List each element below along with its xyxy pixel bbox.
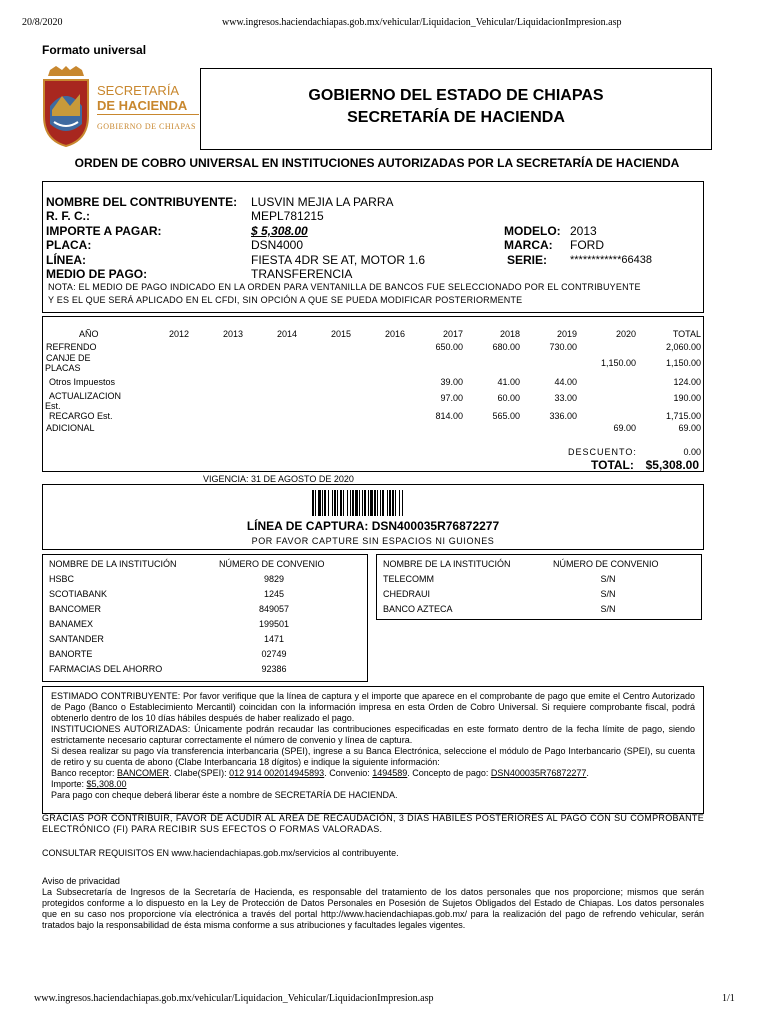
format-label: Formato universal	[42, 43, 147, 57]
validity: VIGENCIA: 31 DE AGOSTO DE 2020	[203, 474, 354, 484]
institution-row	[383, 589, 663, 599]
payment-value: TRANSFERENCIA	[251, 267, 353, 281]
amount-cell: 565.00	[492, 411, 520, 421]
year-cell: 2017	[442, 329, 463, 339]
amount-cell: 336.00	[549, 411, 577, 421]
institution-row	[49, 634, 329, 644]
row-total: 69.00	[678, 423, 701, 433]
amount-cell: 97.00	[440, 393, 463, 403]
brand-value: FORD	[570, 238, 604, 252]
row-total: 1,150.00	[665, 358, 701, 368]
total-header: TOTAL	[672, 329, 701, 339]
name-label: NOMBRE DEL CONTRIBUYENTE:	[46, 195, 238, 209]
privacy-text: La Subsecretaría de Ingresos de la Secretaría de Hacienda, es responsable del tratamiento de los datos personales que nos proporcione; mismos que serán protegidos conforme a lo dispuesto en la Ley de Protección de Datos Personales en Posesión de Sujetos Obligados del Estado de Chiapas. Los datos personales que en su caso nos proporcione vía electrónica a través del portal http://www.haciendachiapas.gob.mx/ para la realización del pago de refrendo vehicular, serán tratados bajo la responsabilidad de ésta misma conforme a sus atribuciones y facultades legales vigentes.	[42, 887, 704, 930]
institution-name: CHEDRAUI	[383, 589, 431, 599]
institution-row	[49, 649, 329, 659]
convenio-number: 92386	[261, 664, 287, 674]
institution-name: BANAMEX	[49, 619, 94, 629]
convenio: 1494589	[372, 768, 408, 778]
year-cell: 2013	[222, 329, 243, 339]
header-box	[200, 68, 712, 150]
convenio-number: 02749	[261, 649, 287, 659]
amount-cell: 41.00	[497, 377, 520, 387]
institution-name: BANORTE	[49, 649, 93, 659]
convenio-number: S/N	[600, 574, 616, 584]
row-total: 124.00	[673, 377, 701, 387]
receiving-bank: BANCOMER	[117, 768, 170, 778]
amount-cell: 33.00	[554, 393, 577, 403]
payment-note-line1: NOTA: EL MEDIO DE PAGO INDICADO EN LA ORDEN PARA VENTANILLA DE BANCOS FUE SELECCIONADO POR EL CONTRIBUYENTE	[48, 282, 641, 292]
notice-box	[42, 686, 704, 814]
institutions-right	[376, 554, 702, 620]
year-cell: 2012	[168, 329, 189, 339]
amount-cell: 730.00	[549, 342, 577, 352]
rfc-value: MEPL781215	[251, 209, 324, 223]
row-label: ACTUALIZACION	[49, 391, 122, 401]
print-url: www.ingresos.haciendachiapas.gob.mx/vehicular/Liquidacion_Vehicular/LiquidacionImpresion.asp	[222, 17, 622, 28]
capture-hint: POR FAVOR CAPTURE SIN ESPACIOS NI GUIONES	[251, 536, 495, 546]
plate-value: DSN4000	[251, 238, 304, 252]
row-label: ADICIONAL	[46, 423, 95, 433]
institution-header: NOMBRE DE LA INSTITUCIÓN	[383, 559, 511, 569]
thanks-text: GRACIAS POR CONTRIBUIR, FAVOR DE ACUDIR AL ÁREA DE RECAUDACIÓN, 3 DÍAS HÁBILES POSTERIORES AL PAGO CON SU COMPROBANTE ELECTRÓNICO (FI) PARA RECIBIR SUS EFECTOS O FORMAS VALORADAS.	[42, 813, 704, 834]
notice-paragraph-1: ESTIMADO CONTRIBUYENTE: Por favor verifique que la línea de captura y el importe que aparece en el comprobante de pago que emite el Centro Autorizado de Pago (Banco o Establecimiento Mercantil) coincidan con la información impresa en esta Orden de Cobro Universal. Si requiere comprobante fiscal, podrá obtenerlo dentro de los 10 días hábiles después de haber realizado el pago.	[51, 691, 695, 723]
row-total: 190.00	[673, 393, 701, 403]
convenio-header: NÚMERO DE CONVENIO	[553, 559, 659, 569]
notice-paragraph-4: Para pago con cheque deberá liberar éste a nombre de SECRETARÍA DE HACIENDA.	[51, 790, 398, 800]
footer-url: www.ingresos.haciendachiapas.gob.mx/vehicular/Liquidacion_Vehicular/LiquidacionImpresion.asp	[34, 993, 434, 1004]
model-label: MODELO:	[504, 224, 561, 238]
convenio-number: 1245	[263, 589, 285, 599]
institution-row	[49, 604, 329, 614]
convenio-header: NÚMERO DE CONVENIO	[219, 559, 325, 569]
year-cell: 2016	[384, 329, 405, 339]
logo-line2: DE HACIENDA	[97, 98, 188, 113]
convenio-number: 199501	[258, 619, 290, 629]
row-total: 2,060.00	[665, 342, 701, 352]
amount-cell: 680.00	[492, 342, 520, 352]
clabe: 012 914 002014945893	[229, 768, 325, 778]
institution-name: SANTANDER	[49, 634, 104, 644]
breakdown-box	[42, 316, 704, 472]
capture-line: LÍNEA DE CAPTURA: DSN400035R76872277	[246, 519, 500, 533]
year-cell: 2014	[276, 329, 297, 339]
header-title: GOBIERNO DEL ESTADO DE CHIAPAS	[308, 87, 604, 104]
logo-divider	[97, 114, 199, 115]
row-label-continued: PLACAS	[45, 363, 81, 373]
serial-value: ************66438	[570, 254, 652, 266]
row-label: CANJE DE	[46, 353, 91, 363]
line-value: FIESTA 4DR SE AT, MOTOR 1.6	[251, 253, 426, 267]
payment-concept: DSN400035R76872277	[490, 768, 587, 778]
requirements-text: CONSULTAR REQUISITOS EN www.haciendachiapas.gob.mx/servicios al contribuyente.	[42, 848, 399, 858]
year-header: AÑO	[79, 329, 99, 339]
footer-page: 1/1	[722, 993, 735, 1004]
spei-amount: Importe: $5,308.00	[51, 779, 127, 789]
convenio-number: 849057	[258, 604, 290, 614]
plate-label: PLACA:	[46, 238, 92, 252]
spei-amount-value: $5,308.00	[86, 779, 127, 789]
amount-label: IMPORTE A PAGAR:	[46, 224, 162, 238]
line-label: LÍNEA:	[46, 253, 86, 267]
row-label: Otros Impuestos	[49, 377, 116, 387]
discount-label: DESCUENTO:	[568, 447, 637, 457]
row-label-continued: Est.	[45, 401, 61, 411]
name-value: LUSVIN MEJIA LA PARRA	[251, 195, 394, 209]
year-cell: 2020	[615, 329, 636, 339]
institutions-left	[42, 554, 368, 682]
barcode-icon	[312, 490, 436, 516]
institution-name: BANCOMER	[49, 604, 102, 614]
amount-cell: 814.00	[435, 411, 463, 421]
notice-paragraph-2: INSTITUCIONES AUTORIZADAS: Únicamente podrán recaudar las contribuciones especificadas en este formato dentro de la fecha límite de pago, siendo estrictamente necesario capturar correctamente el número de convenio y línea de captura.	[51, 724, 695, 745]
coat-of-arms-icon	[40, 66, 92, 148]
institution-row	[49, 619, 329, 629]
rfc-label: R. F. C.:	[46, 209, 90, 223]
logo-line1: SECRETARÍA	[97, 83, 180, 98]
amount-cell: 1,150.00	[600, 358, 636, 368]
logo	[40, 66, 200, 148]
privacy-title: Aviso de privacidad	[42, 876, 120, 886]
institution-header: NOMBRE DE LA INSTITUCIÓN	[49, 559, 177, 569]
amount-cell: 39.00	[440, 377, 463, 387]
payment-note-line2: Y ES EL QUE SERÁ APLICADO EN EL CFDI, SIN OPCIÓN A QUE SE PUEDA MODIFICAR POSTERIORMENTE	[48, 295, 523, 305]
row-label: REFRENDO	[46, 342, 97, 352]
order-title: ORDEN DE COBRO UNIVERSAL EN INSTITUCIONES AUTORIZADAS POR LA SECRETARÍA DE HACIENDA	[74, 156, 680, 170]
amount-cell: 44.00	[554, 377, 577, 387]
total-sum-value: $5,308.00	[645, 458, 699, 472]
spei-details: Banco receptor: BANCOMER. Clabe(SPEI): 012 914 002014945893. Convenio: 1494589. Concepto de pago: DSN400035R76872277.	[51, 768, 589, 778]
contributor-box	[42, 181, 704, 313]
convenio-number: S/N	[600, 604, 616, 614]
convenio-number: S/N	[600, 589, 616, 599]
institution-row	[383, 574, 663, 584]
row-total: 1,715.00	[665, 411, 701, 421]
header-subtitle: SECRETARÍA DE HACIENDA	[347, 109, 565, 126]
serial-label: SERIE:	[507, 253, 548, 267]
brand-label: MARCA:	[504, 238, 553, 252]
institution-name: FARMACIAS DEL AHORRO	[49, 664, 163, 674]
year-cell: 2018	[499, 329, 520, 339]
amount-cell: 69.00	[613, 423, 636, 433]
year-cell: 2015	[330, 329, 351, 339]
institution-row	[49, 664, 329, 674]
capture-box	[42, 484, 704, 550]
convenio-number: 9829	[263, 574, 285, 584]
institution-name: SCOTIABANK	[49, 589, 108, 599]
institution-row	[383, 604, 663, 614]
model-value: 2013	[570, 224, 597, 238]
total-sum-label: TOTAL:	[591, 458, 634, 472]
amount-cell: 650.00	[435, 342, 463, 352]
payment-label: MEDIO DE PAGO:	[46, 267, 148, 281]
institution-row	[49, 589, 329, 599]
year-cell: 2019	[556, 329, 577, 339]
row-label: RECARGO Est.	[49, 411, 113, 421]
convenio-number: 1471	[263, 634, 285, 644]
notice-paragraph-3: Si desea realizar su pago vía transferencia interbancaria (SPEI), ingrese a su Banca Electrónica, seleccione el módulo de Pago Interbancario (SPEI), su cuenta de retiro y su cuenta de abono (Clabe Interbancaria 18 dígitos) e indique la siguiente información:	[51, 746, 695, 767]
amount-cell: 60.00	[497, 393, 520, 403]
print-date: 20/8/2020	[22, 17, 63, 28]
logo-line3: GOBIERNO DE CHIAPAS	[97, 122, 196, 131]
institution-row	[49, 574, 329, 584]
institution-name: BANCO AZTECA	[383, 604, 453, 614]
discount-value: 0.00	[683, 447, 701, 457]
institution-name: HSBC	[49, 574, 75, 584]
amount-value: $ 5,308.00	[251, 224, 308, 238]
institution-name: TELECOMM	[383, 574, 435, 584]
